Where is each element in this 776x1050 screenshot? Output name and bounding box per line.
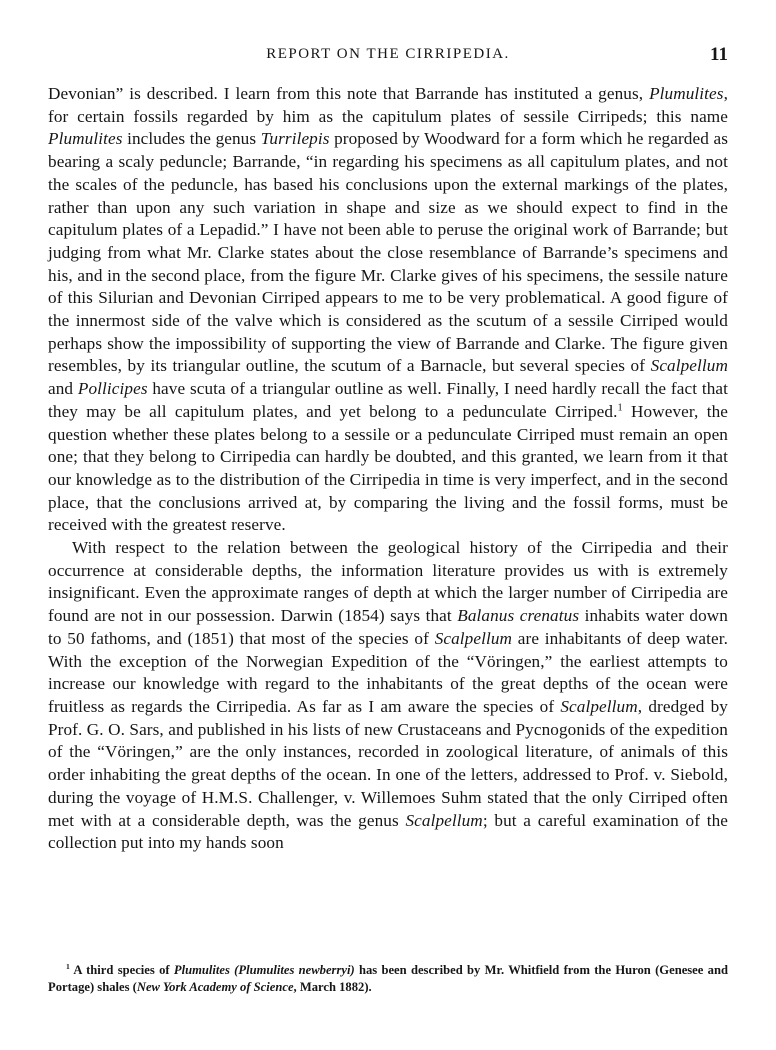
text-run: inhabits water down to 50 fathoms, and (1851) that most of the species of — [48, 606, 728, 648]
text-run: proposed by Woodward for a form which he regarded as bearing a scaly peduncle; Barrande, “in regarding his specimens as all capitulum plates, and not the scales of the peduncle, has based his conclusions upon the external markings of the plates, rather than upon any such variation in shape and size as we should expect to find in the capitulum plates of a Lepadid.” I have not been able to peruse the original work of Barrande; but judging from what Mr. Clarke states about the close resemblance of Barrande’s specimens and his, and in the second place, from the figure Mr. Clarke gives of his specimens, the sessile nature of this Silurian and Devonian Cirriped appears to me to be very problematical. A good figure of the innermost side of the valve which is considered as the scutum of a sessile Cirriped would perhaps show the impossibility of supporting the view of Barrande and Clarke. The figure given resembles, by its triangular outline, the scutum of a Barnacle, but several species of — [48, 129, 728, 376]
page-header — [48, 44, 728, 68]
text-run: However, the question whether these plates belong to a sessile or a pedunculate Cirriped must remain an open one; that they belong to Cirripedia can hardly be doubted, and this granted, we learn from it that our knowledge as to the distribution of the Cirripedia in time is very imperfect, and in the second place, that the conclusions arrived at, by comparing the living and the fossil forms, must be received with the greatest reserve. — [48, 401, 728, 535]
genus-name: Pollicipes — [77, 379, 148, 399]
text-run: ; but a careful examination of the collection put into my hands soon — [48, 810, 728, 853]
species-name: Plumulites (Plumulites newberryi) — [173, 963, 355, 977]
genus-name: Scalpellum — [560, 696, 638, 716]
text-run: have scuta of a triangular outline as well. Finally, I need hardly recall the fact that they may be all capitulum plates, and yet belong to a pedunculate Cirriped. — [48, 379, 728, 421]
running-title: REPORT ON THE CIRRIPEDIA. — [266, 46, 510, 62]
genus-name: Scalpellum — [405, 810, 483, 830]
text-run: Devonian” is described. I learn from this note that Barrande has instituted a genus, — [48, 84, 650, 103]
text-run: , March 1882). — [293, 980, 372, 994]
text-run: includes the genus — [122, 129, 261, 149]
genus-name: Plumulites — [649, 84, 724, 103]
text-run: , for certain fossils regarded by him as the capitulum plates of sessile Cirripeds; this name — [48, 84, 728, 126]
text-run: , dredged by Prof. G. O. Sars, and published in his lists of new Crustaceans and Pycnogonids of the expedition of the “Vöringen,” are the only instances, recorded in zoological literature, of animals of this order inhabiting the great depths of the ocean. In one of the letters, addressed to Prof. v. Siebold, during the voyage of H.M.S. Challenger, v. Willemoes Suhm stated that the only Cirriped often met with at a considerable depth, was the genus — [48, 696, 728, 830]
body-text — [48, 83, 728, 855]
genus-name: Plumulites — [48, 129, 123, 149]
text-run: With respect to the relation between the geological history of the Cirripedia and their occurrence at considerable depths, the information literature provides us with is extremely insignificant. Even the approximate ranges of depth at which the larger number of Cirripedia are found are not in our possession. Darwin (1854) says that — [48, 538, 728, 626]
paragraph-1 — [48, 83, 728, 537]
text-run: A third species of — [69, 963, 174, 977]
footnote-reference: 1 — [617, 402, 623, 414]
footnote — [48, 962, 728, 996]
text-run: has been described by Mr. Whitfield from the Huron (Genesee and Portage) shales ( — [48, 963, 728, 994]
genus-name: Scalpellum — [434, 628, 513, 648]
text-run: are inhabitants of deep water. With the exception of the Norwegian Expedition of the “Vöringen,” the earliest attempts to increase our knowledge with regard to the inhabitants of the great depths of the ocean were fruitless as regards the Cirripedia. As far as I am aware the species of — [48, 628, 729, 716]
text-run: and — [48, 379, 78, 399]
paragraph-2 — [48, 537, 728, 855]
page-number: 11 — [710, 44, 728, 65]
footnote-mark: 1 — [66, 961, 70, 971]
genus-name: Turrilepis — [260, 129, 330, 149]
genus-name: Scalpellum — [650, 356, 728, 376]
species-name: Balanus crenatus — [457, 606, 580, 626]
publication-name: New York Academy of Science — [136, 980, 294, 994]
